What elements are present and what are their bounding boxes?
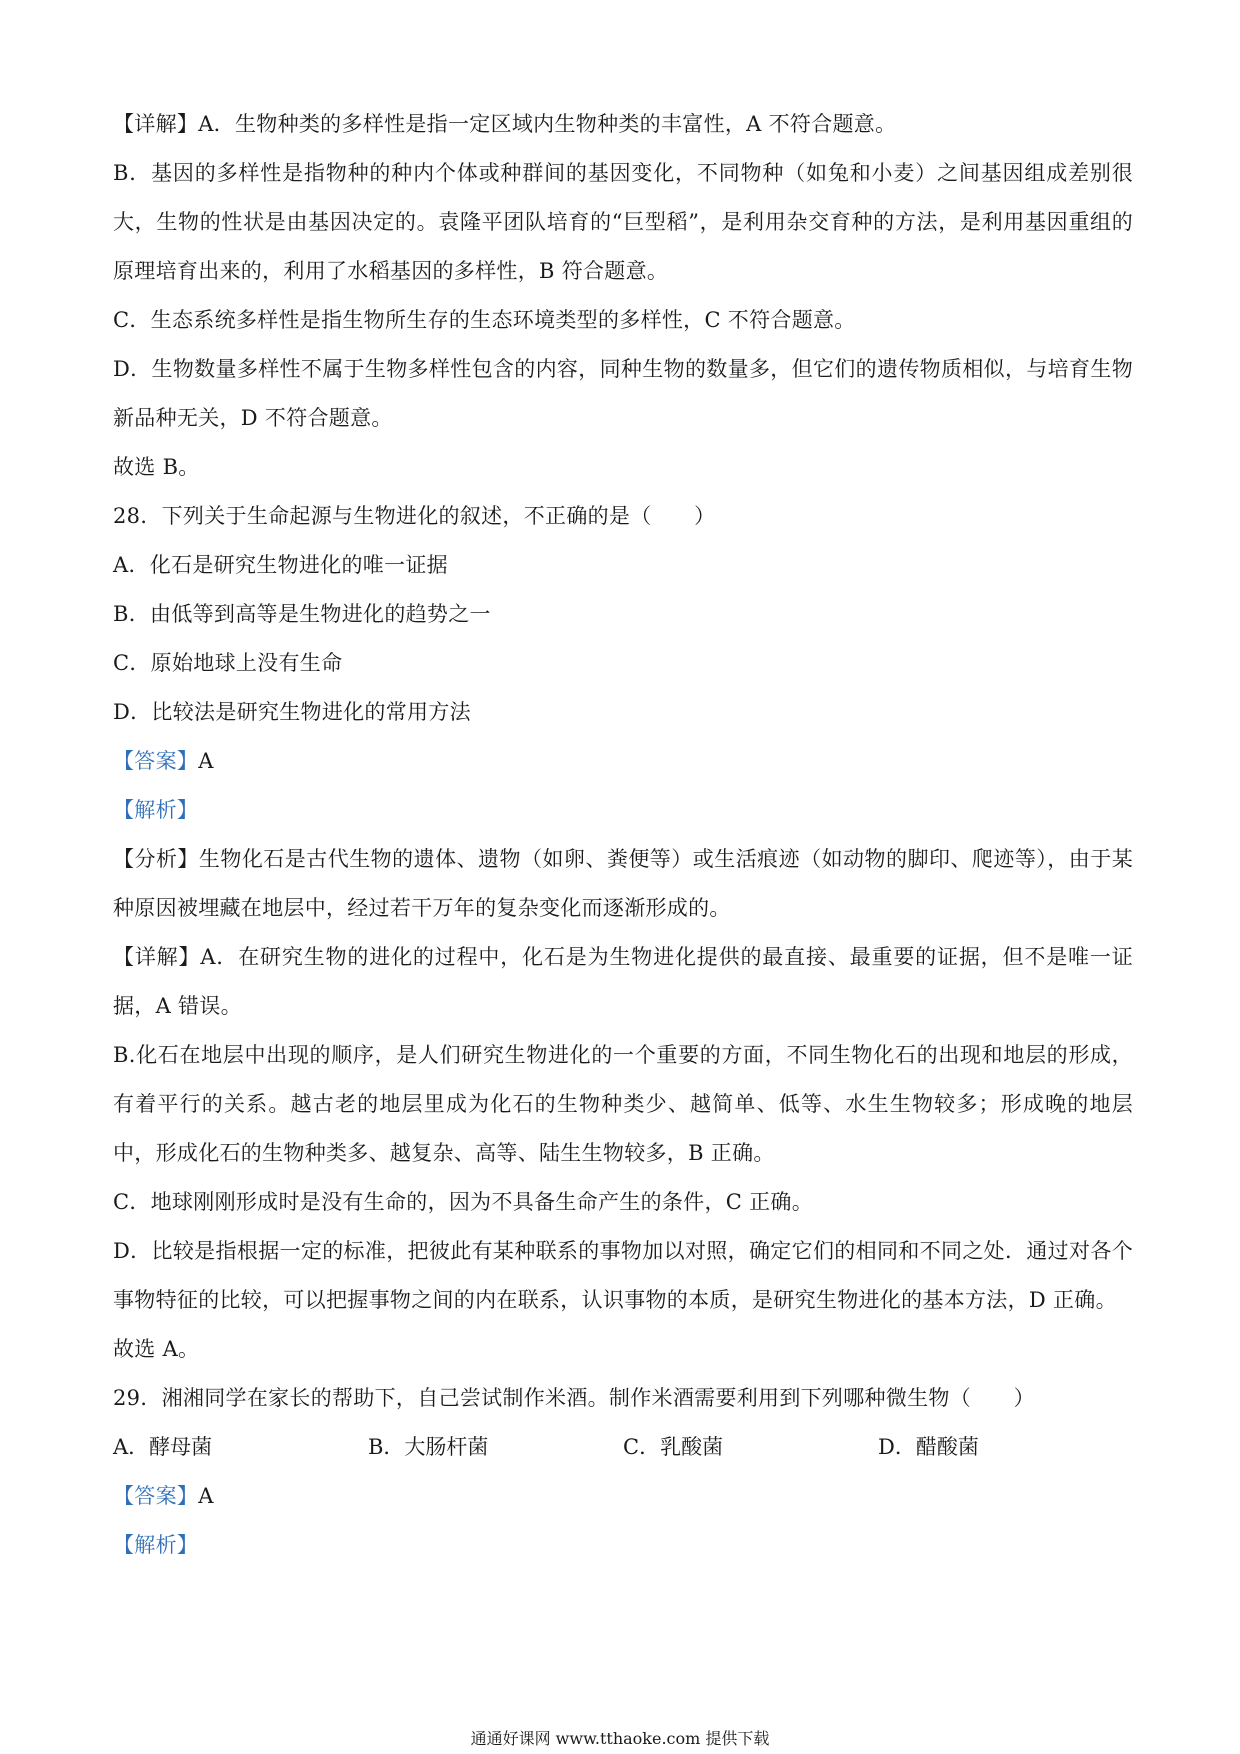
page-footer: 通通好课网 www.tthaoke.com 提供下载 [470,1729,770,1748]
analysis-label: 【解析】 [113,1533,199,1557]
analysis-label: 【解析】 [113,798,199,822]
answer-value: A [198,749,214,773]
detail-label: 【详解】 [113,945,201,969]
question-28-fenxi: 【分析】生物化石是古代生物的遗体、遗物（如卵、粪便等）或生活痕迹（如动物的脚印、爬迹等），由于某种原因被埋藏在地层中，经过若干万年的复杂变化而逐渐形成的。 [113,847,1133,920]
question-28-option-c: C．原始地球上没有生命 [113,651,343,675]
detail-paragraph-c: C．生态系统多样性是指生物所生存的生态环境类型的多样性，C 不符合题意。 [113,308,856,332]
question-28-stem: 28．下列关于生命起源与生物进化的叙述，不正确的是（ ） [113,504,716,528]
question-29-option-d: D．醋酸菌 [878,1435,979,1459]
question-28-detail-a: 【详解】A．在研究生物的进化的过程中，化石是为生物进化提供的最直接、最重要的证据，但不是唯一证据，A 错误。 [113,945,1134,1018]
fenxi-label: 【分析】 [113,847,199,871]
question-28-answer [113,737,1133,786]
question-28-option-b: B．由低等到高等是生物进化的趋势之一 [113,602,491,626]
answer-label: 【答案】 [113,1484,199,1508]
question-29-analysis [113,1521,1133,1570]
detail-label: 【详解】 [113,112,199,136]
question-28-detail-d: D．比较是指根据一定的标准，把彼此有某种联系的事物加以对照，确定它们的相同和不同之处．通过对各个事物特征的比较，可以把握事物之间的内在联系，认识事物的本质，是研究生物进化的基本方法，D 正确。 [113,1239,1133,1312]
question-28-detail-b: B.化石在地层中出现的顺序，是人们研究生物进化的一个重要的方面，不同生物化石的出现和地层的形成，有着平行的关系。越古老的地层里成为化石的生物种类少、越简单、低等、水生生物较多；形成晚的地层中，形成化石的生物种类多、越复杂、高等、陆生生物较多，B 正确。 [113,1043,1133,1165]
question-28-detail-c: C．地球刚刚形成时是没有生命的，因为不具备生命产生的条件，C 正确。 [113,1190,814,1214]
question-29-option-b: B．大肠杆菌 [368,1435,489,1459]
detail-paragraph-b: B．基因的多样性是指物种的种内个体或种群间的基因变化，不同物种（如兔和小麦）之间基因组成差别很大，生物的性状是由基因决定的。袁隆平团队培育的“巨型稻”，是利用杂交育种的方法，是利用基因重组的原理培育出来的，利用了水稻基因的多样性，B 符合题意。 [113,161,1133,283]
document-body [113,100,1133,1570]
question-28-option-d: D．比较法是研究生物进化的常用方法 [113,700,471,724]
question-29-stem: 29．湘湘同学在家长的帮助下，自己尝试制作米酒。制作米酒需要利用到下列哪种微生物（ ） [113,1386,1035,1410]
question-28-option-a: A．化石是研究生物进化的唯一证据 [113,553,448,577]
answer-value: A [198,1484,214,1508]
detail-paragraph-a: 【详解】A．生物种类的多样性是指一定区域内生物种类的丰富性，A 不符合题意。 [113,112,897,136]
conclusion: 故选 B。 [113,455,200,479]
answer-label: 【答案】 [113,749,199,773]
question-29-options [113,1423,1133,1472]
question-28-conclusion: 故选 A。 [113,1337,200,1361]
detail-paragraph-d: D．生物数量多样性不属于生物多样性包含的内容，同种生物的数量多，但它们的遗传物质相似，与培育生物新品种无关，D 不符合题意。 [113,357,1133,430]
question-29-option-c: C．乳酸菌 [623,1435,724,1459]
question-28-analysis [113,786,1133,835]
question-29-option-a: A．酵母菌 [113,1435,213,1459]
question-29-answer [113,1472,1133,1521]
